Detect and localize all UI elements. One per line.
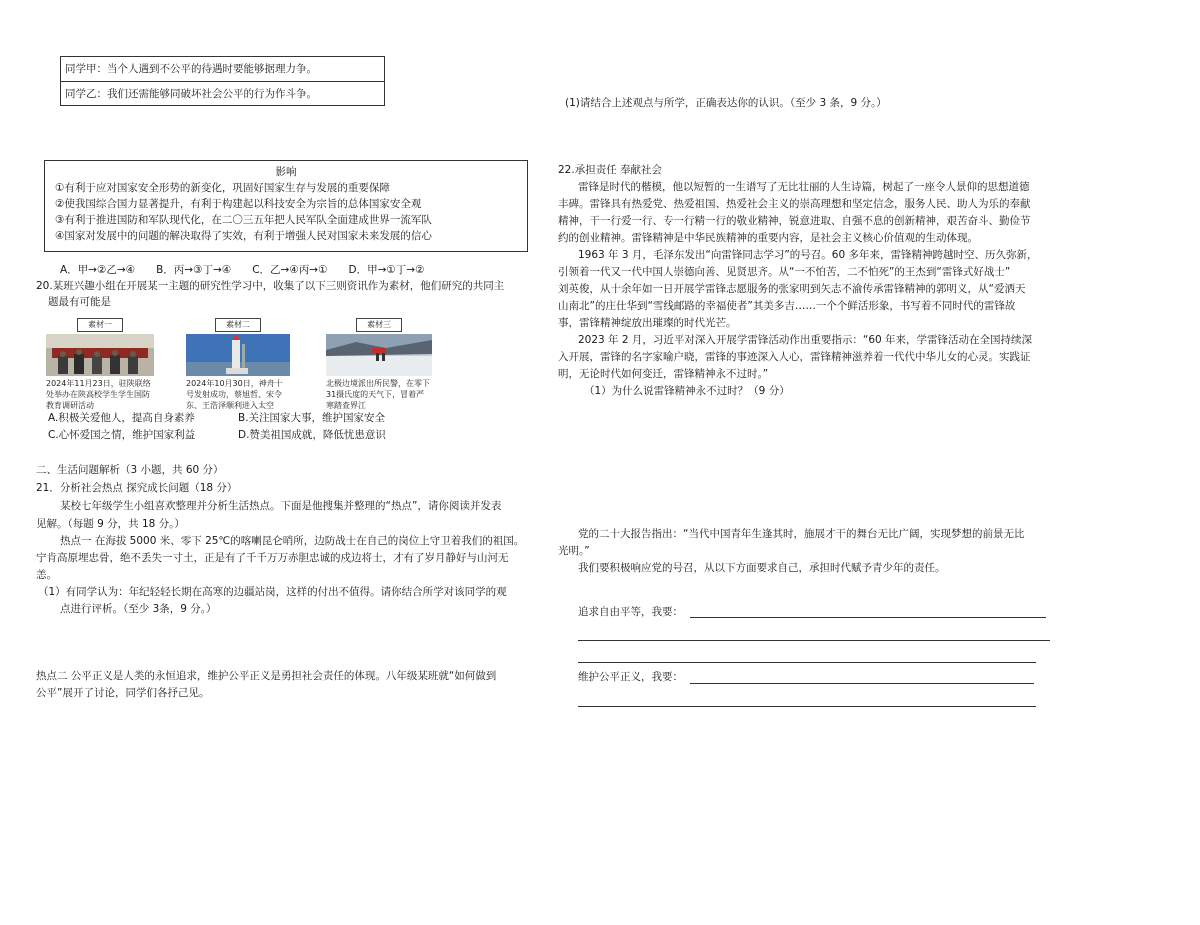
q22-paragraph-2: 引领着一代又一代中国人崇德向善、见贤思齐。从“一不怕苦，二不怕死”的王杰到“雷锋式好战士” [558, 266, 1011, 278]
impact-item: ②使我国综合国力显著提升，有利于构建起以科技安全为宗旨的总体国家安全观 [55, 198, 422, 210]
material-card-3 [326, 318, 432, 410]
answer-line[interactable] [690, 683, 1034, 684]
answer-line[interactable] [578, 640, 1050, 641]
answer-line[interactable] [690, 617, 1046, 618]
material-label: 素材二 [215, 318, 261, 332]
question-21-intro-cont: 见解。（每题 9 分，共 18 分。） [36, 518, 185, 530]
question-22-title: 22.承担责任 奉献社会 [558, 164, 663, 176]
hot-topic-2-cont: 公平”展开了讨论，同学们各抒己见。 [36, 687, 210, 699]
material-photo-border-patrol [326, 334, 432, 376]
hot-topic-1: 热点一 在海拔 5000 米、零下 25℃的喀喇昆仑哨所，边防战士在自己的岗位上守卫着我们的祖国。 [60, 535, 525, 547]
question-21-intro: 某校七年级学生小组喜欢整理并分析生活热点。下面是他搜集并整理的“热点”，请你阅读并发表 [60, 500, 502, 512]
fill-label-freedom-equality: 追求自由平等，我要： [578, 606, 683, 618]
impact-item: ①有利于应对国家安全形势的新变化，巩固好国家生存与发展的重要保障 [55, 182, 390, 194]
material-label: 素材三 [356, 318, 402, 332]
material-caption: 北极边境派出所民警，在零下31摄氏度的天气下，冒着严寒踏查界江 [326, 379, 430, 410]
impact-item: ③有利于推进国防和军队现代化，在二〇三五年把人民军队全面建成世界一流军队 [55, 214, 432, 226]
q22-paragraph-3: 明，无论时代如何变迁，雷锋精神永不过时。” [558, 368, 769, 380]
question-21-2-prompt: (1)请结合上述观点与所学，正确表达你的认识。（至少 3 条，9 分。） [565, 97, 887, 109]
q22-paragraph-3: 入开展，雷锋的名字家喻户晓，雷锋的事迹深入人心，雷锋精神滋养着一代代中华儿女的心灵。实践证 [558, 351, 1031, 363]
answer-line[interactable] [578, 706, 1036, 707]
material-label: 素材一 [77, 318, 123, 332]
material-caption: 2024年10月30日，神舟十号发射成功，蔡旭哲、宋令东、王浩泽顺利进入太空 [186, 379, 283, 410]
q22-paragraph-1: 约的创业精神。雷锋精神是中华民族精神的重要内容，是社会主义核心价值观的生动体现。 [558, 232, 978, 244]
hot-topic-1-question-cont: 点进行评析。（至少 3条，9 分。） [60, 603, 217, 615]
material-caption: 2024年11月23日，驻陕联络处举办在陕高校学生学生国防教育调研活动 [46, 379, 151, 410]
q22-paragraph-2: 山南北”的庄仕华到“雪线邮路的幸福使者”其美多吉……一个个鲜活形象，书写着不同时代的雷锋故 [558, 300, 1016, 312]
question-20-option-a: A.积极关爱他人，提高自身素养 [48, 412, 195, 424]
impact-item: ④国家对发展中的问题的解决取得了实效，有利于增强人民对国家未来发展的信心 [55, 230, 432, 242]
q22-paragraph-1: 丰碑。雷锋具有热爱党、热爱祖国、热爱社会主义的崇高理想和坚定信念，服务人民、助人为乐的奉献 [558, 198, 1031, 210]
material-card-1 [46, 318, 154, 410]
question-21-title: 21．分析社会热点 探究成长问题（18 分） [36, 482, 238, 494]
q22-paragraph-2: 1963 年 3 月，毛泽东发出“向雷锋同志学习”的号召。60 多年来，雷锋精神跨越时空、历久弥新， [578, 249, 1038, 261]
hot-topic-1-cont: 恙。 [36, 569, 57, 581]
impact-box-title: 影响 [275, 166, 297, 178]
q22-paragraph-2: 事，雷锋精神绽放出璀璨的时代光芒。 [558, 317, 737, 329]
material-photo-meeting [46, 334, 154, 376]
fill-label-fairness-justice: 维护公平正义，我要： [578, 671, 683, 683]
q22-call-to-action: 我们要积极响应党的号召，从以下方面要求自己，承担时代赋予青少年的责任。 [578, 562, 946, 574]
impact-box [44, 160, 528, 252]
material-card-2 [186, 318, 290, 410]
q22-report-quote-cont: 光明。” [558, 545, 590, 557]
question-20-stem: 20.某班兴趣小组在开展某一主题的研究性学习中，收集了以下三则资讯作为素材，他们研究的共同主 [36, 280, 505, 292]
hot-topic-1-cont: 宁肯高原埋忠骨，绝不丢失一寸土，正是有了千千万万赤胆忠诚的戍边将士，才有了岁月静好与山河无 [36, 552, 509, 564]
hot-topic-2: 热点二 公平正义是人类的永恒追求，维护公平正义是勇担社会责任的体现。八年级某班就“如何做到 [36, 670, 497, 682]
q22-paragraph-3: 2023 年 2 月，习近平对深入开展学雷锋活动作出重要指示：“60 年来，学雷锋活动在全国持续深 [578, 334, 1033, 346]
q22-report-quote: 党的二十大报告指出：“当代中国青年生逢其时，施展才干的舞台无比广阔，实现梦想的前景无比 [578, 528, 1025, 540]
question-20-option-d: D.赞美祖国成就，降低忧患意识 [238, 429, 386, 441]
viewpoint-table [60, 56, 385, 106]
q22-paragraph-1: 雷锋是时代的楷模，他以短暂的一生谱写了无比壮丽的人生诗篇，树起了一座令人景仰的思想道德 [578, 181, 1030, 193]
question-19-options: A．甲→②乙→④ B．丙→③丁→④ C．乙→④丙→① D．甲→①丁→② [60, 264, 425, 276]
q22-paragraph-2: 刘英俊，从十余年如一日开展学雷锋志愿服务的张家明到矢志不渝传承雷锋精神的郭明义，从“爱洒天 [558, 283, 1026, 295]
answer-line[interactable] [578, 662, 1036, 663]
q22-paragraph-1: 精神，干一行爱一行、专一行精一行的敬业精神，锐意进取、自强不息的创新精神，艰苦奋斗、勤俭节 [558, 215, 1031, 227]
viewpoint-row-student-b: 同学乙：我们还需能够同破坏社会公平的行为作斗争。 [61, 81, 384, 106]
question-20-option-b: B.关注国家大事，维护国家安全 [238, 412, 386, 424]
q22-sub-question-1: （1）为什么说雷锋精神永不过时？（9 分） [584, 385, 790, 397]
hot-topic-1-question: （1）有同学认为：年纪轻轻长期在高寒的边疆站岗，这样的付出不值得。请你结合所学对该同学的观 [38, 586, 507, 598]
question-20-stem-cont: 题最有可能是 [48, 296, 111, 308]
viewpoint-row-student-a: 同学甲：当个人遇到不公平的待遇时要能够据理力争。 [65, 63, 317, 75]
material-photo-rocket-launch [186, 334, 290, 376]
section-2-title: 二、生活问题解析（3 小题，共 60 分） [36, 464, 224, 476]
question-20-option-c: C.心怀爱国之情，维护国家利益 [48, 429, 196, 441]
